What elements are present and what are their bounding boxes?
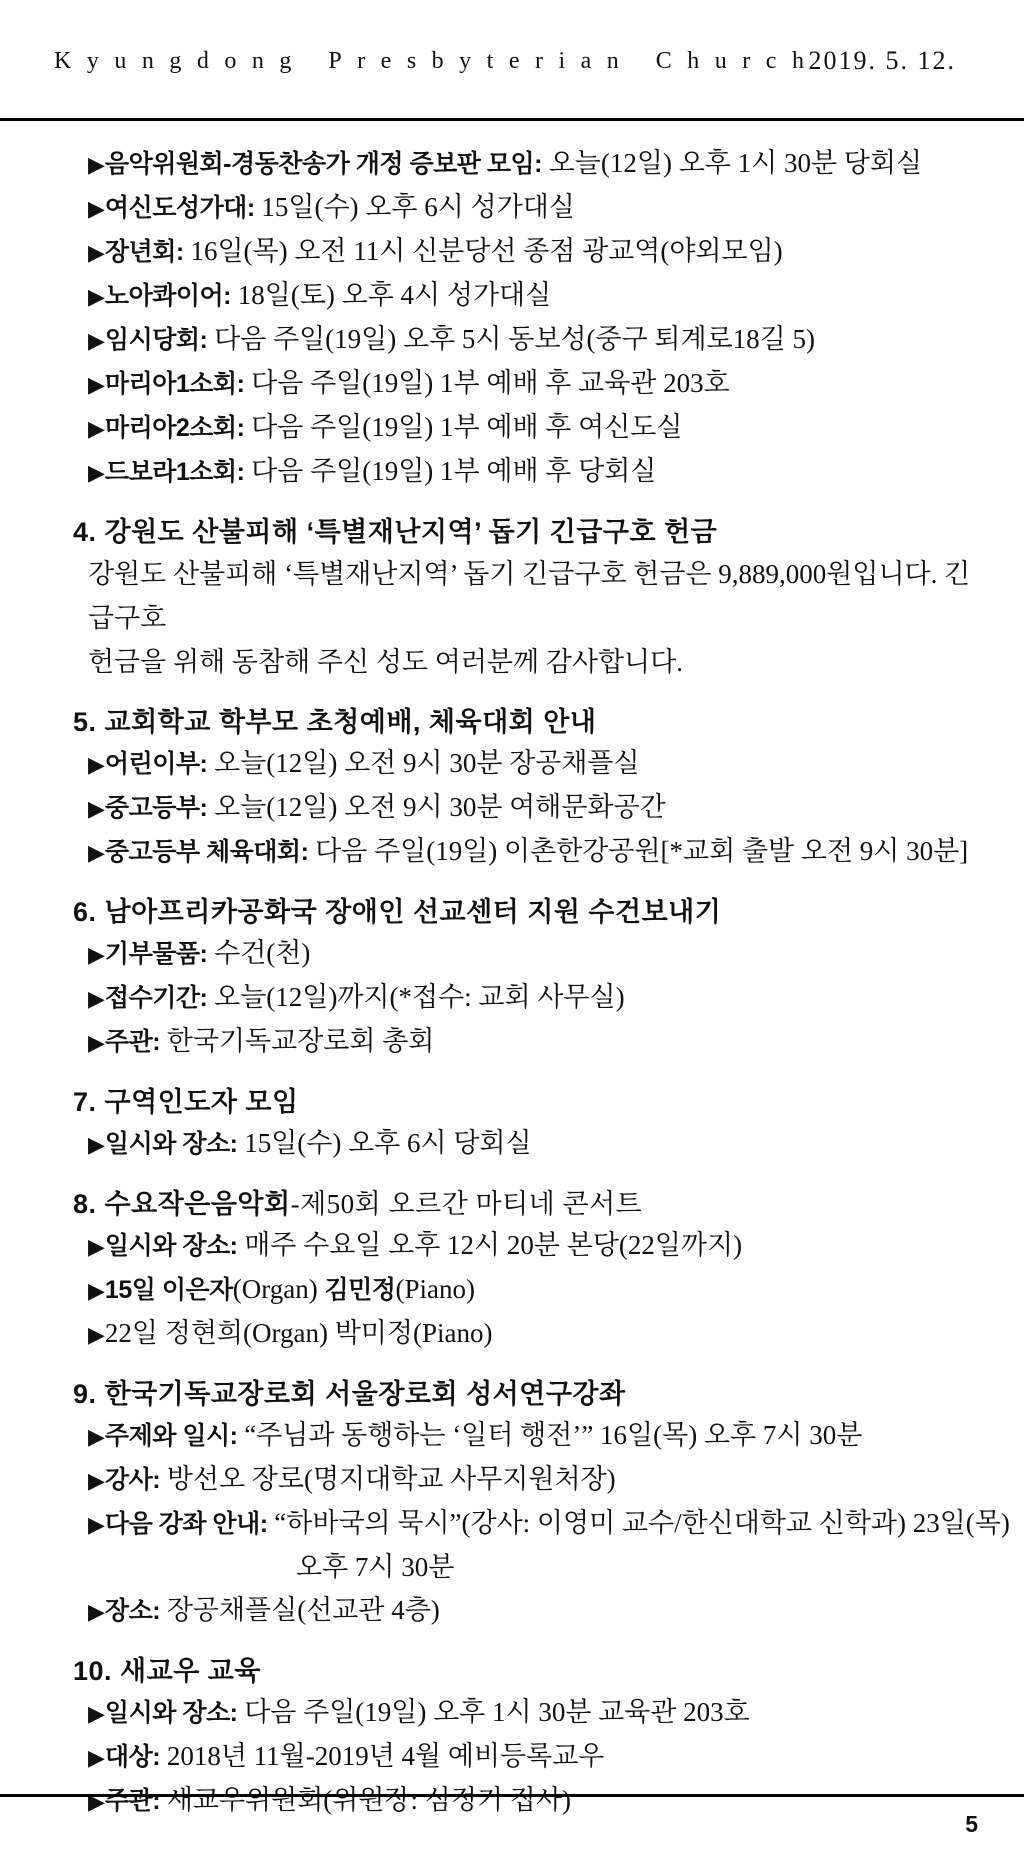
triangle-bullet-icon: ▶ [88, 196, 105, 221]
triangle-bullet-icon: ▶ [88, 1234, 105, 1259]
triangle-bullet-icon: ▶ [88, 152, 105, 177]
list-item: ▶대상: 2018년 11월-2019년 4월 예비등록교우 [88, 1741, 605, 1771]
triangle-bullet-icon: ▶ [88, 986, 105, 1011]
section-title-8: 8. 수요작은음악회-제50회 오르간 마티네 콘서트 [73, 1189, 643, 1219]
list-item: ▶마리아1소회: 다음 주일(19일) 1부 예배 후 교육관 203호 [88, 368, 730, 398]
bulletin-date: 2019. 5. 12. [808, 46, 956, 75]
paragraph-line: 헌금을 위해 동참해 주신 성도 여러분께 감사합니다. [88, 647, 683, 677]
church-name: Kyungdong Presbyterian Church [54, 48, 820, 74]
triangle-bullet-icon: ▶ [88, 1424, 105, 1449]
list-item: ▶15일 이은자(Organ) 김민정(Piano) [88, 1274, 475, 1304]
triangle-bullet-icon: ▶ [88, 460, 105, 485]
list-item: ▶일시와 장소: 매주 수요일 오후 12시 20분 본당(22일까지) [88, 1230, 743, 1260]
triangle-bullet-icon: ▶ [88, 1132, 105, 1157]
triangle-bullet-icon: ▶ [88, 840, 105, 865]
list-item: ▶다음 강좌 안내: “하바국의 묵시”(강사: 이영미 교수/한신대학교 신학과) 23일(목) [88, 1508, 1010, 1538]
triangle-bullet-icon: ▶ [88, 284, 105, 309]
list-item: ▶일시와 장소: 다음 주일(19일) 오후 1시 30분 교육관 203호 [88, 1697, 750, 1727]
triangle-bullet-icon: ▶ [88, 372, 105, 397]
list-item: ▶장년회: 16일(목) 오전 11시 신분당선 종점 광교역(야외모임) [88, 236, 783, 266]
triangle-bullet-icon: ▶ [88, 1468, 105, 1493]
list-item: ▶임시당회: 다음 주일(19일) 오후 5시 동보성(중구 퇴계로18길 5) [88, 324, 815, 354]
triangle-bullet-icon: ▶ [88, 1745, 105, 1770]
list-item: ▶22일 정현희(Organ) 박미정(Piano) [88, 1318, 493, 1348]
list-item: ▶어린이부: 오늘(12일) 오전 9시 30분 장공채플실 [88, 748, 640, 778]
section-title-5: 5. 교회학교 학부모 초청예배, 체육대회 안내 [73, 707, 597, 737]
triangle-bullet-icon: ▶ [88, 1322, 105, 1347]
bulletin-content [0, 142, 1024, 1823]
paragraph-line: 강원도 산불피해 ‘특별재난지역’ 돕기 긴급구호 헌금은 9,889,000원입니다. 긴급구호 [88, 559, 971, 633]
list-item: ▶음악위원회-경동찬송가 개정 증보판 모임: 오늘(12일) 오후 1시 30분 당회실 [88, 148, 923, 178]
triangle-bullet-icon: ▶ [88, 1599, 105, 1624]
triangle-bullet-icon: ▶ [88, 416, 105, 441]
list-item: ▶일시와 장소: 15일(수) 오후 6시 당회실 [88, 1128, 532, 1158]
list-item: ▶주관: 한국기독교장로회 총회 [88, 1026, 435, 1056]
triangle-bullet-icon: ▶ [88, 1701, 105, 1726]
list-item: ▶기부물품: 수건(천) [88, 938, 311, 968]
triangle-bullet-icon: ▶ [88, 1789, 105, 1814]
list-item: ▶접수기간: 오늘(12일)까지(*접수: 교회 사무실) [88, 982, 625, 1012]
page-header [0, 0, 1024, 121]
list-item: ▶드보라1소회: 다음 주일(19일) 1부 예배 후 당회실 [88, 456, 657, 486]
triangle-bullet-icon: ▶ [88, 796, 105, 821]
triangle-bullet-icon: ▶ [88, 1278, 105, 1303]
section-title-10: 10. 새교우 교육 [73, 1656, 261, 1686]
list-item: ▶주관: 새교우위원회(위원장: 심정기 집사) [88, 1785, 571, 1815]
list-item: ▶강사: 방선오 장로(명지대학교 사무지원처장) [88, 1464, 616, 1494]
triangle-bullet-icon: ▶ [88, 752, 105, 777]
triangle-bullet-icon: ▶ [88, 1030, 105, 1055]
list-item: ▶노아콰이어: 18일(토) 오후 4시 성가대실 [88, 280, 552, 310]
section-title-4: 4. 강원도 산불피해 ‘특별재난지역’ 돕기 긴급구호 헌금 [73, 517, 718, 547]
triangle-bullet-icon: ▶ [88, 328, 105, 353]
section-title-6: 6. 남아프리카공화국 장애인 선교센터 지원 수건보내기 [73, 897, 722, 927]
list-item: ▶여신도성가대: 15일(수) 오후 6시 성가대실 [88, 192, 575, 222]
list-item: ▶주제와 일시: “주님과 동행하는 ‘일터 행전’” 16일(목) 오후 7시 30분 [88, 1420, 863, 1450]
list-item: ▶마리아2소회: 다음 주일(19일) 1부 예배 후 여신도실 [88, 412, 683, 442]
section-title-7: 7. 구역인도자 모임 [73, 1087, 299, 1117]
triangle-bullet-icon: ▶ [88, 1512, 105, 1537]
list-item-continuation: 오후 7시 30분 [296, 1552, 455, 1582]
list-item: ▶장소: 장공채플실(선교관 4층) [88, 1595, 440, 1625]
list-item: ▶중고등부 체육대회: 다음 주일(19일) 이촌한강공원[*교회 출발 오전 9시 30분] [88, 836, 969, 866]
section-title-9: 9. 한국기독교장로회 서울장로회 성서연구강좌 [73, 1379, 626, 1409]
triangle-bullet-icon: ▶ [88, 240, 105, 265]
list-item: ▶중고등부: 오늘(12일) 오전 9시 30분 여해문화공간 [88, 792, 666, 822]
page-number: 5 [965, 1811, 978, 1837]
triangle-bullet-icon: ▶ [88, 942, 105, 967]
